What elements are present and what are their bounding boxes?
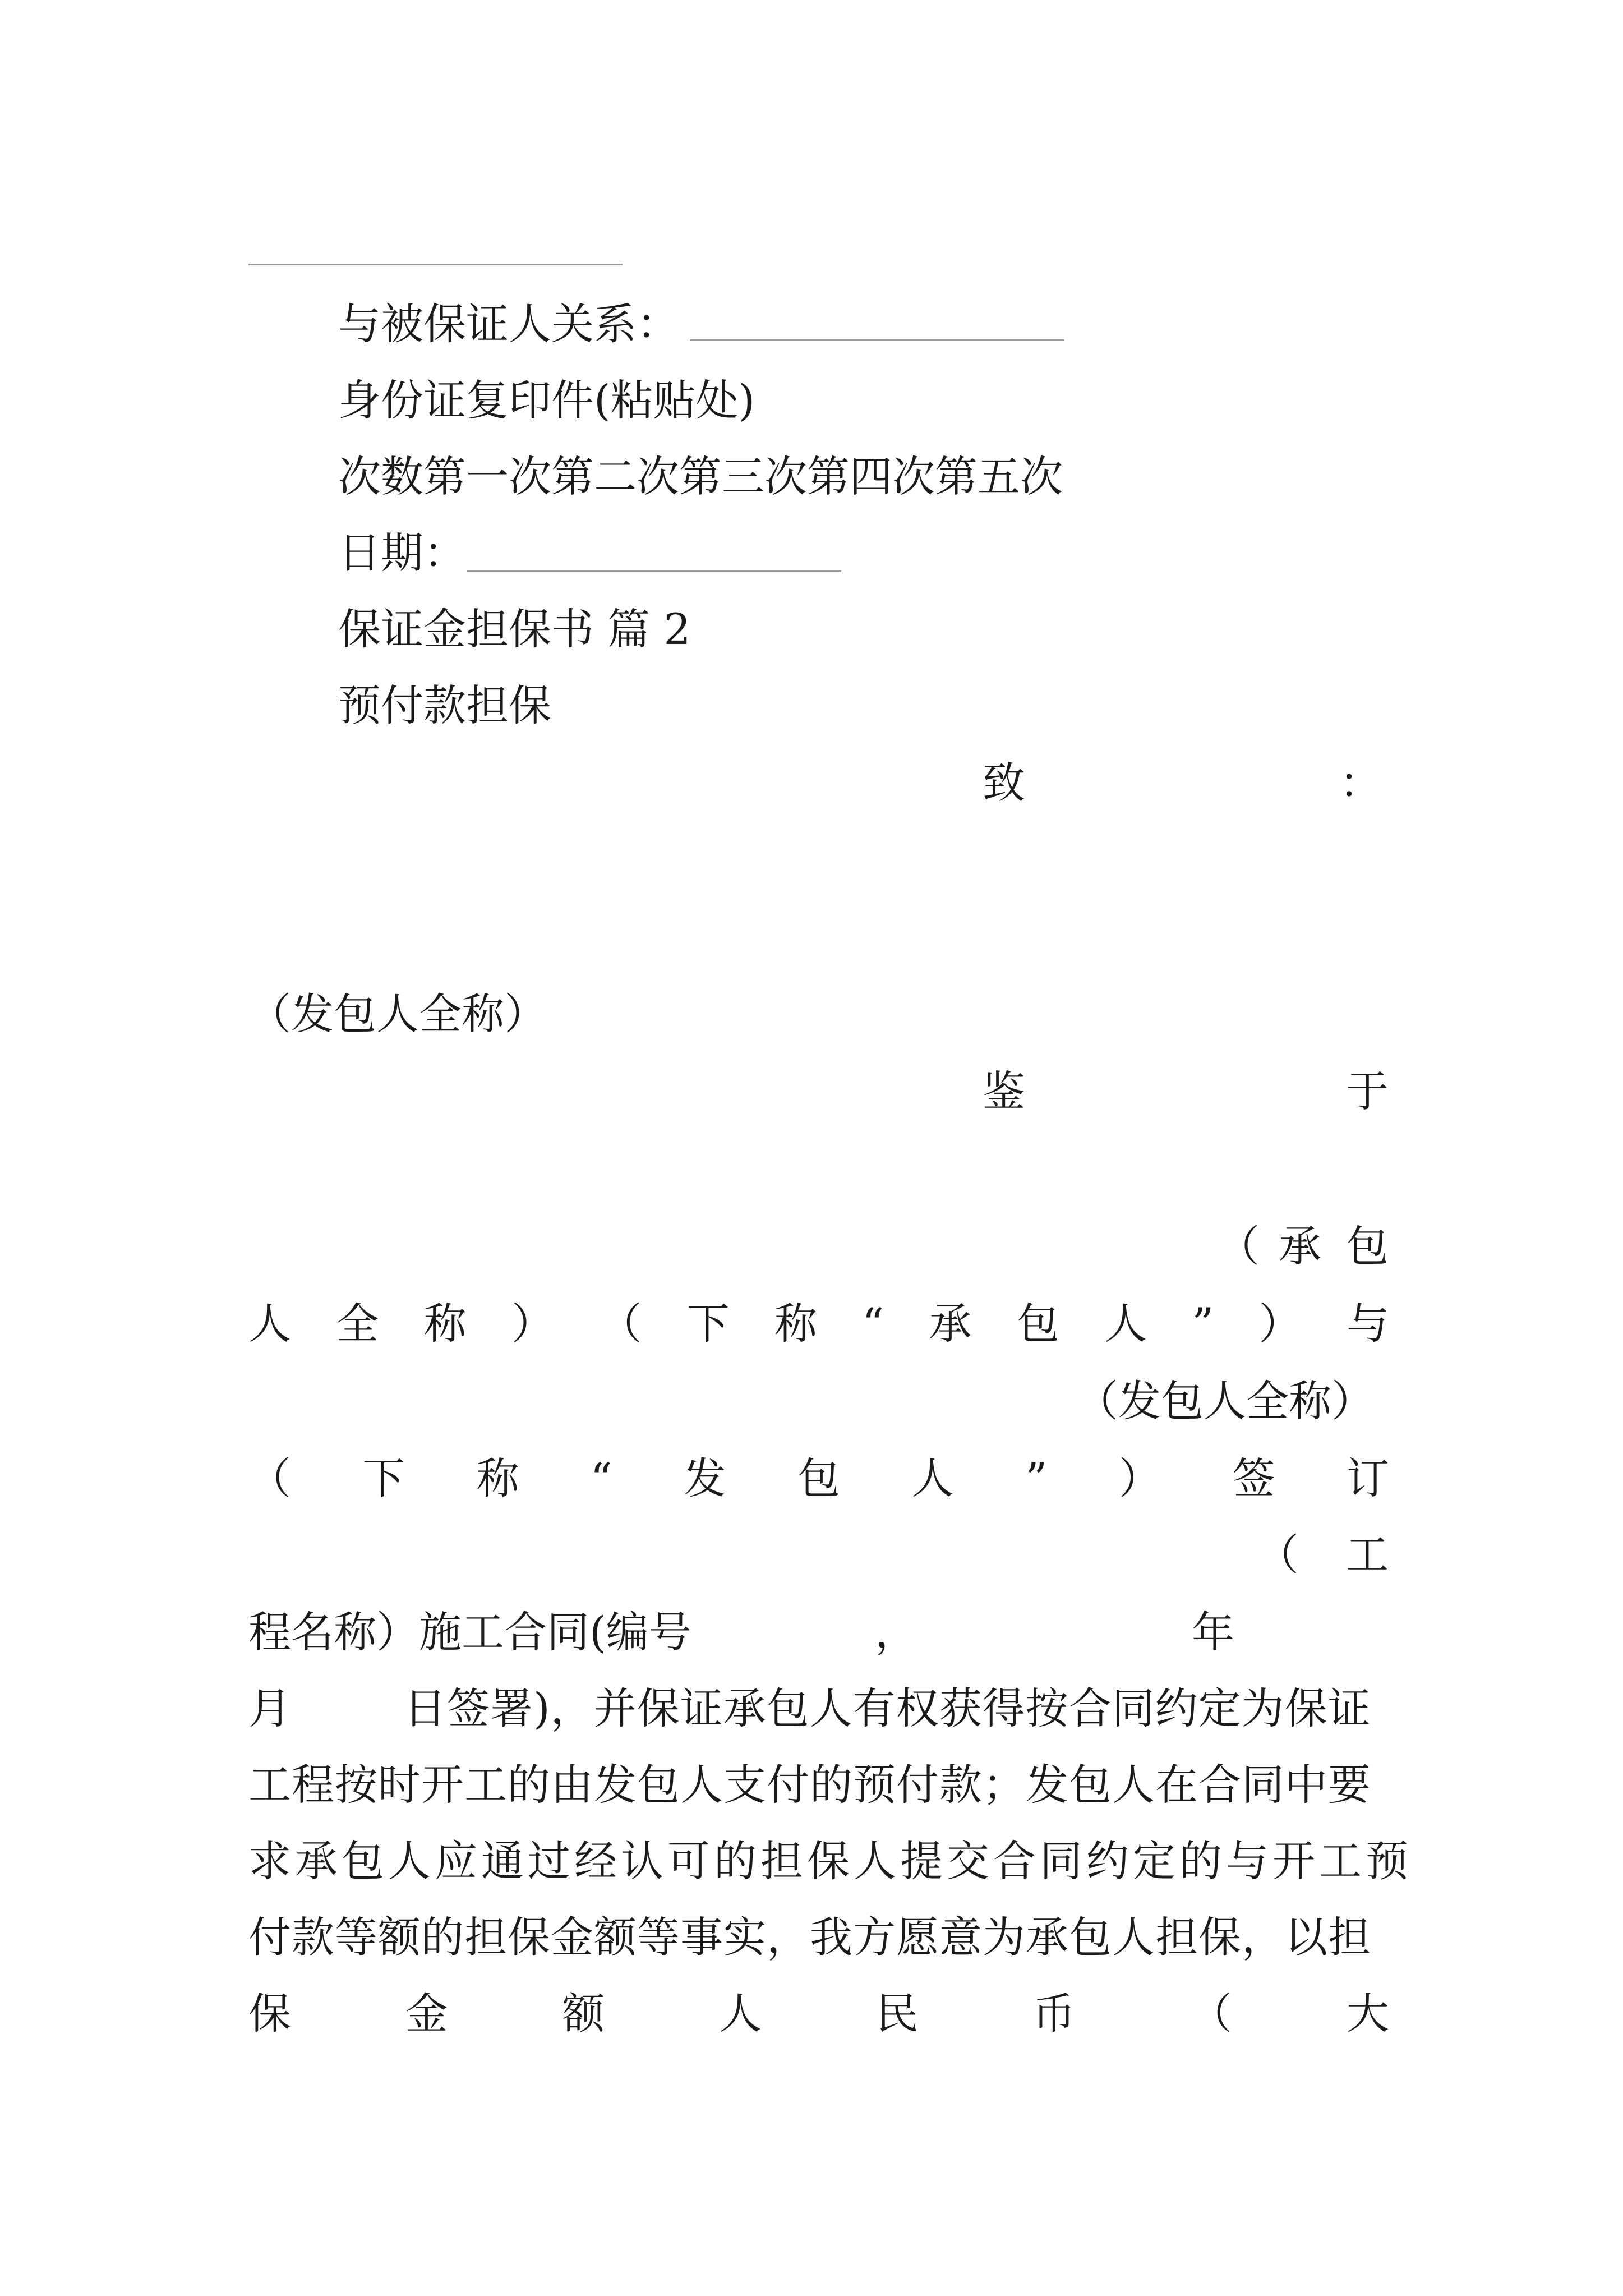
line-char: ） (1258, 1299, 1302, 1349)
line-char: 额 (562, 1989, 605, 2039)
line-char: 下 (362, 1453, 405, 1503)
contract-line-signed: 日签署)，并保证承包人有权获得按合同约定为保证 (404, 1683, 1371, 1733)
line-char: “ (862, 1299, 884, 1349)
line-char: ” (1025, 1453, 1048, 1503)
line-char: 承 (929, 1299, 972, 1349)
line-char: 大 (1346, 1989, 1389, 2039)
line-char: （ (599, 1299, 642, 1349)
line-char: ） (1118, 1453, 1161, 1503)
section-title: 保证金担保书 篇 2 (338, 604, 691, 654)
line-char: （ (248, 1453, 291, 1503)
contractor-char-1: 承 (1279, 1221, 1321, 1271)
contract-line-month: 月 (248, 1683, 291, 1733)
project-paren-open: （ (1256, 1530, 1299, 1580)
contractor-paren-open: （ (1217, 1221, 1260, 1271)
line-char: “ (590, 1453, 612, 1503)
line-char: 全 (336, 1299, 379, 1349)
times-row: 次数第一次第二次第三次第四次第五次 (338, 452, 1063, 501)
justified-line-employer (248, 1453, 1389, 1503)
relationship-label: 与被保证人关系： (338, 299, 679, 349)
line-char: 人 (719, 1989, 762, 2039)
contract-line-year: 年 (1192, 1607, 1234, 1657)
line-char: 保 (248, 1989, 291, 2039)
to-colon: ： (1339, 758, 1382, 808)
id-copy-label: 身份证复印件(粘贴处) (338, 375, 755, 425)
employer-fullname: （发包人全称） (248, 989, 547, 1039)
line-char: ） (511, 1299, 554, 1349)
date-blank (467, 570, 841, 572)
line-char: 民 (875, 1989, 919, 2039)
whereas-char-2: 于 (1346, 1066, 1389, 1116)
line-char: 包 (1016, 1299, 1059, 1349)
line-char: ” (1192, 1299, 1214, 1349)
heading: 预付款担保 (338, 680, 551, 730)
justified-line-amount (248, 1989, 1389, 2039)
line-char: 包 (797, 1453, 840, 1503)
line-char: 人 (911, 1453, 955, 1503)
line-char: 签 (1232, 1453, 1275, 1503)
line-char: 下 (686, 1299, 730, 1349)
date-label: 日期： (338, 528, 466, 578)
project-char-1: 工 (1346, 1530, 1389, 1580)
top-blank-underline (248, 264, 623, 265)
line-char: 与 (1346, 1299, 1389, 1349)
line-char: 称 (423, 1299, 467, 1349)
line-char: 称 (476, 1453, 519, 1503)
contract-line-comma: ， (875, 1607, 917, 1657)
whereas-char-1: 鉴 (983, 1066, 1025, 1116)
employer-fullname-2: （发包人全称） (1076, 1376, 1374, 1426)
to-label: 致 (983, 758, 1025, 808)
line-char: （ (1189, 1989, 1233, 2039)
line-char: 人 (1104, 1299, 1147, 1349)
contract-line-start: 程名称）施工合同(编号 (248, 1607, 691, 1657)
line-char: 人 (248, 1299, 291, 1349)
line-char: 发 (683, 1453, 726, 1503)
justified-line-contractor (248, 1299, 1389, 1349)
contractor-char-2: 包 (1346, 1221, 1389, 1271)
line-char: 订 (1346, 1453, 1389, 1503)
line-char: 金 (405, 1989, 448, 2039)
body-line-14: 付款等额的担保金额等事实，我方愿意为承包人担保，以担 (248, 1912, 1371, 1962)
line-char: 币 (1032, 1989, 1076, 2039)
relationship-blank (690, 339, 1064, 341)
body-line-12: 工程按时开工的由发包人支付的预付款；发包人在合同中要 (248, 1760, 1371, 1810)
line-char: 称 (774, 1299, 817, 1349)
body-line-13: 求承包人应通过经认可的担保人提交合同约定的与开工预 (248, 1836, 1412, 1886)
